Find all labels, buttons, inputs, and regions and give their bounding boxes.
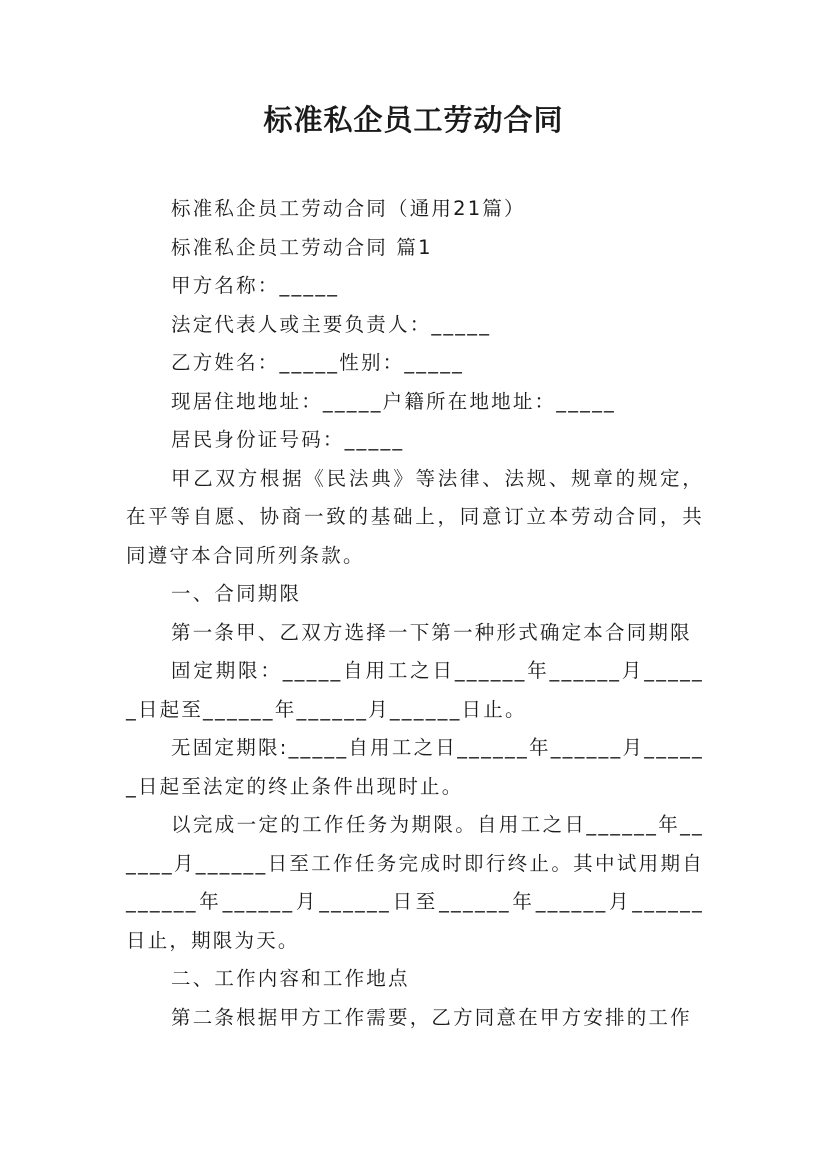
paragraph-task-term: 以完成一定的工作任务为期限。自用工之日______年______月______日至工作任务完成时即行终止。其中试用期自______年______月______日至______年______月______日止，期限为天。: [126, 813, 704, 952]
paragraph-addresses: 现居住地地址：_____户籍所在地地址：_____: [171, 389, 617, 413]
paragraph-fixed-term: 固定期限：_____自用工之日______年______月______日起至______年______月______日止。: [126, 659, 704, 721]
paragraph-id-number: 居民身份证号码：_____: [171, 428, 405, 451]
paragraph-legal-representative: 法定代表人或主要负责人：_____: [171, 312, 492, 336]
paragraph-section-heading: 标准私企员工劳动合同 篇1: [171, 235, 433, 259]
paragraph-work-content-heading: 二、工作内容和工作地点: [171, 967, 410, 990]
paragraph-open-term: 无固定期限:_____自用工之日______年______月______日起至法定的终止条件出现时止。: [126, 736, 704, 798]
paragraph-contract-term-heading: 一、合同期限: [171, 582, 302, 605]
paragraph-party-a-name: 甲方名称：_____: [171, 274, 340, 297]
paragraph-collection-title: 标准私企员工劳动合同（通用21篇）: [171, 197, 526, 220]
paragraph-party-b-name-gender: 乙方姓名：_____性别：_____: [171, 351, 465, 374]
document-title: 标准私企员工劳动合同: [263, 103, 564, 137]
paragraph-article-2: 第二条根据甲方工作需要，乙方同意在甲方安排的工作: [171, 1005, 692, 1029]
document-body: [126, 190, 704, 1037]
paragraph-agreement-basis: 甲乙双方根据《民法典》等法律、法规、规章的规定，在平等自愿、协商一致的基础上，同意订立本劳动合同，共同遵守本合同所列条款。: [126, 466, 704, 567]
paragraph-article-1: 第一条甲、乙双方选择一下第一种形式确定本合同期限: [171, 620, 692, 644]
